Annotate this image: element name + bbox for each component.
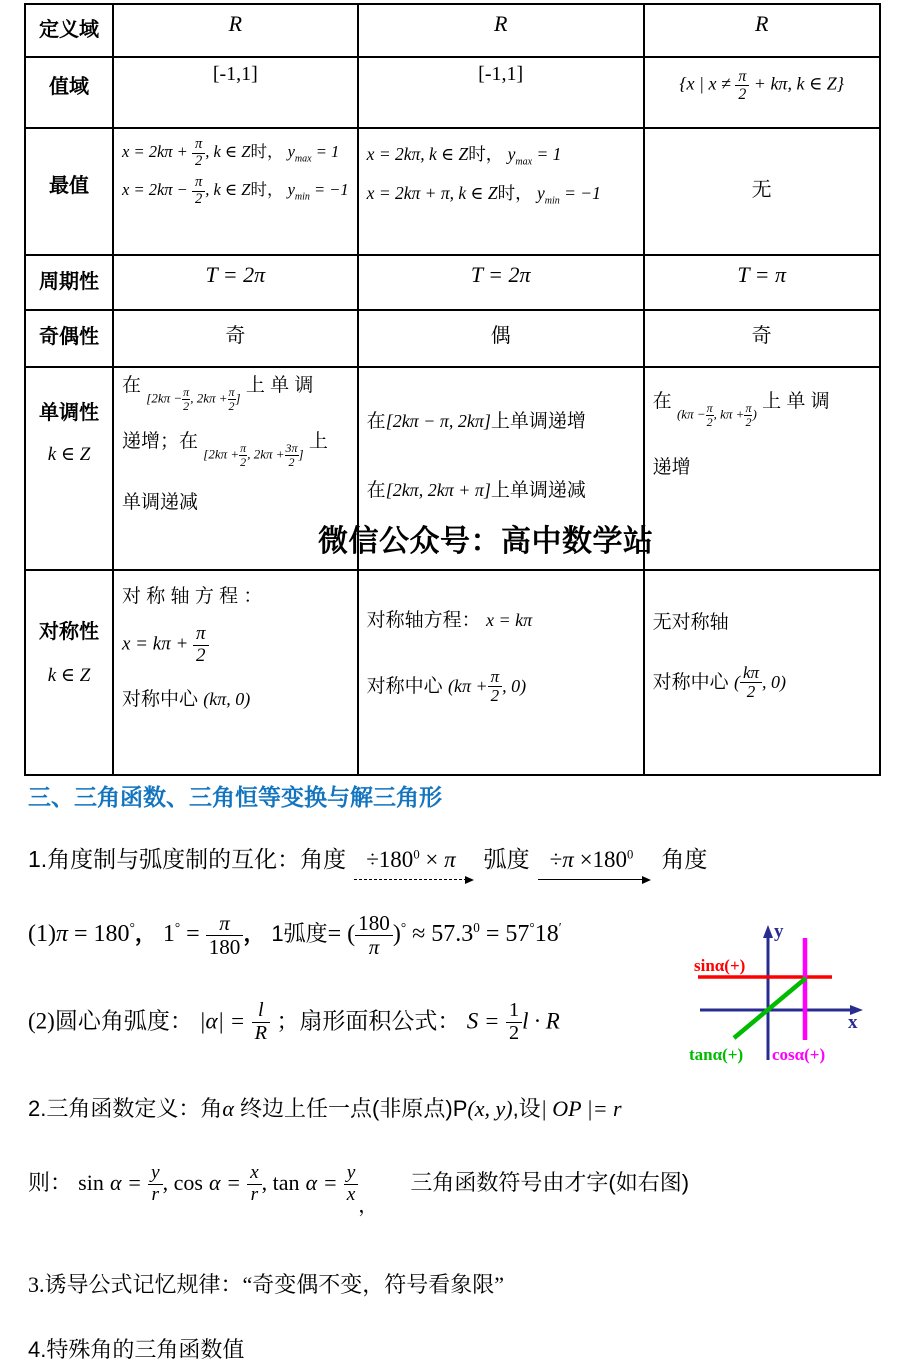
watermark: 微信公众号：高中数学站: [318, 525, 654, 558]
frag: 奇: [751, 325, 772, 347]
row-extremum: [25, 128, 880, 255]
row-domain: [25, 4, 880, 57]
fraction: [193, 624, 209, 666]
frag: R: [493, 11, 508, 36]
frag: r: [148, 1184, 163, 1206]
label: 奇偶性: [39, 326, 99, 348]
label-k-in-z: k ∈ Z: [47, 665, 91, 686]
fraction: [192, 175, 205, 207]
frag: ÷180: [366, 847, 414, 872]
extremum-sin-max: [114, 129, 357, 169]
row-label-extremum: [25, 128, 113, 255]
mono-tan-line1: [645, 368, 879, 428]
frag: = 1: [536, 144, 562, 164]
frag: π: [706, 400, 713, 415]
low-comma: ，: [358, 1195, 379, 1218]
frag: , 2kπ +: [190, 390, 228, 405]
sym-cos-axis: [359, 571, 643, 632]
fraction: [355, 912, 393, 959]
frag: °: [529, 919, 535, 935]
frag: 上单调递增: [490, 411, 586, 432]
fraction: [740, 664, 762, 702]
frag: π: [738, 68, 747, 85]
frag: π: [219, 911, 230, 935]
decrease-interval: [203, 442, 303, 469]
cell-symmetry-cos: [358, 570, 644, 775]
sin-positive-label: sinα(+): [694, 956, 746, 975]
trig-properties-table: [24, 3, 881, 776]
frag: x: [250, 1162, 259, 1183]
frag: x = 2kπ, k ∈ Z: [366, 144, 469, 164]
cell-symmetry-sin: [113, 570, 358, 775]
frag: , 2kπ +: [247, 446, 285, 462]
fraction: [488, 668, 503, 706]
frag: 上 单 调: [762, 391, 830, 412]
frag: 偶: [490, 325, 511, 347]
cell-period-cos: [358, 255, 644, 310]
frag: ′: [558, 919, 562, 935]
frag: 2: [193, 645, 209, 667]
frag: 上: [308, 431, 328, 453]
frag: 3.诱导公式记忆规律：“奇变偶不变，符号看象限”: [28, 1272, 505, 1297]
frag: [-1,1]: [212, 63, 258, 85]
frag: 在: [122, 375, 142, 396]
tan-positive-line: [734, 978, 806, 1038]
frag: π: [194, 174, 203, 191]
frag: y: [536, 182, 545, 203]
frag: 对称轴方程：: [366, 610, 481, 631]
label: 周期性: [39, 271, 99, 293]
cell-period-sin: [113, 255, 358, 310]
frag: min: [544, 195, 560, 206]
frag: min: [294, 191, 310, 203]
frag: 终边上任一点(非原点)P: [240, 1096, 468, 1121]
mono-sin-line3: 单调递减: [122, 491, 199, 513]
frag: 则：: [28, 1170, 73, 1196]
frag: π: [490, 667, 500, 686]
fraction: [706, 402, 714, 429]
frag: max: [294, 153, 312, 165]
row-period: [25, 255, 880, 310]
sign-diagram: [688, 920, 872, 1080]
frag: 3π: [285, 441, 298, 456]
fraction: [228, 386, 236, 413]
frag: [2kπ, 2kπ + π]: [385, 480, 491, 500]
induction-rule-line: [28, 1268, 504, 1299]
frag: 1: [508, 999, 520, 1021]
frag: 2: [745, 414, 752, 429]
pi-definition-line: [28, 912, 562, 959]
increase-interval: [677, 402, 757, 429]
frag: y: [507, 144, 516, 164]
frag: = −1: [314, 180, 349, 200]
trig-definition-line: [28, 1092, 622, 1123]
frag: ，: [243, 920, 266, 946]
cell-domain-sin: [113, 4, 358, 57]
frag: ): [392, 920, 401, 947]
frag: 在: [366, 411, 386, 432]
frag: ]: [298, 446, 304, 462]
frag: 1弧度: [271, 920, 328, 946]
frag: , tan: [261, 1170, 300, 1196]
label: 单调性: [39, 402, 99, 424]
frag: x = kπ: [485, 610, 533, 630]
frag: π: [55, 920, 69, 947]
frag: (1): [28, 920, 56, 947]
radian-formula-line: [28, 1000, 560, 1045]
frag: π: [183, 384, 190, 399]
row-label-parity: [25, 310, 113, 367]
frag: l: [257, 999, 264, 1021]
extremum-sin-min: [114, 169, 357, 207]
frag: [2kπ − π, 2kπ]: [385, 411, 491, 431]
extremum-cos-min: [359, 168, 643, 207]
frag: ，: [134, 920, 157, 946]
frag: (2): [28, 1008, 55, 1034]
row-range: [25, 57, 880, 128]
frag: [2kπ −: [146, 390, 183, 405]
label: 值域: [49, 76, 89, 98]
frag: 无: [751, 179, 772, 201]
cos-positive-label: cosα(+): [772, 1045, 826, 1064]
frag: 180: [206, 935, 244, 959]
frag: 对称中心: [122, 689, 199, 711]
frag: π: [228, 384, 235, 399]
frag: + kπ, k ∈ Z}: [753, 73, 844, 94]
frag: {x | x ≠: [679, 73, 731, 94]
fraction: [182, 386, 190, 413]
frag: [2kπ +: [203, 446, 240, 462]
frag: 对称中心: [366, 675, 443, 697]
frag: (kπ, 0): [203, 689, 251, 710]
increase-interval: [146, 386, 240, 413]
label: 对称性: [39, 621, 99, 643]
fraction: [252, 1000, 270, 1045]
frag: , k ∈ Z: [205, 180, 251, 200]
frag: 上单调递减: [490, 480, 586, 501]
frag: 时，: [468, 144, 504, 164]
conversion-line: [28, 841, 707, 880]
frag: 180: [358, 911, 390, 935]
frag: = 57: [485, 920, 530, 947]
sym-sin-axis-label: 对 称 轴 方 程 ：: [122, 586, 263, 607]
row-label-period: [25, 255, 113, 310]
fraction: [247, 1163, 262, 1206]
frag: 角度: [661, 846, 708, 872]
cell-monotonicity-tan: [644, 367, 880, 570]
special-angles-line: 4.特殊角的三角函数值: [28, 1337, 245, 1362]
cell-extremum-sin: [113, 128, 358, 255]
label: 最值: [49, 175, 89, 197]
frag: = (: [327, 920, 356, 947]
cell-domain-cos: [358, 4, 644, 57]
frag: r: [247, 1184, 262, 1206]
frag: kπ: [742, 663, 760, 682]
fraction: [148, 1163, 163, 1206]
frag: 时，: [250, 142, 284, 161]
frag: 时，: [497, 182, 533, 203]
frag: 2.三角函数定义：角: [28, 1096, 223, 1121]
frag: ×180: [579, 847, 628, 872]
frag: 弧度: [483, 846, 530, 872]
trig-ratios-line: [28, 1163, 689, 1218]
frag: (: [733, 671, 740, 692]
frag: 2: [192, 153, 205, 170]
frag: [-1,1]: [478, 63, 524, 85]
label: 定义域: [39, 19, 99, 41]
frag: y: [287, 180, 295, 200]
frag: 三角函数符号由才字(如右图): [410, 1170, 690, 1196]
frag: π: [196, 623, 206, 644]
frag: =: [186, 920, 200, 947]
frag: 2: [735, 85, 749, 103]
cell-parity-cos: [358, 310, 644, 367]
sym-cos-center: [359, 632, 643, 706]
frag: , k ∈ Z: [205, 141, 251, 161]
frag: (x, y): [467, 1096, 513, 1121]
frag: α =: [305, 1170, 338, 1196]
frag: 时，: [250, 181, 284, 200]
frag: ≈ 57.3: [412, 920, 474, 947]
row-parity: [25, 310, 880, 367]
cell-range-tan: [644, 57, 880, 128]
frag: °: [129, 919, 135, 935]
frag: α: [222, 1096, 234, 1121]
frag: T = π: [737, 262, 787, 287]
frag: π: [240, 441, 247, 456]
frag: α =: [109, 1170, 142, 1196]
frag: ×: [425, 847, 439, 872]
frag: 对称中心: [652, 671, 729, 693]
frag: x: [344, 1184, 359, 1206]
frag: x = 2kπ +: [122, 141, 188, 161]
deg-to-rad-arrow: [354, 847, 471, 880]
label-k-in-z: k ∈ Z: [47, 444, 91, 465]
frag: 递增；在: [122, 431, 199, 453]
frag: π: [194, 136, 203, 152]
frag: T = 2π: [470, 262, 531, 287]
frag: (kπ +: [447, 675, 488, 696]
frag: 奇: [225, 325, 246, 347]
fraction: [206, 912, 244, 959]
frag: S =: [466, 1008, 500, 1034]
frag: ；: [276, 1007, 300, 1034]
frag: 2: [192, 191, 205, 208]
frag: 2: [228, 398, 235, 413]
frag: 0: [627, 847, 634, 862]
cell-parity-sin: [113, 310, 358, 367]
frag: max: [515, 156, 533, 168]
cell-range-cos: [358, 57, 644, 128]
frag: π: [562, 847, 574, 872]
frag: 2: [183, 398, 190, 413]
frag: 2: [285, 455, 299, 469]
fraction: [344, 1163, 359, 1206]
frag: , 0): [502, 675, 527, 696]
frag: 2: [488, 686, 503, 705]
frag: 0: [473, 919, 480, 935]
mono-cos-line2: [359, 433, 643, 502]
frag: ): [752, 406, 757, 421]
frag: y: [346, 1162, 356, 1183]
frag: R: [228, 11, 243, 36]
frag: x = 2kπ + π, k ∈ Z: [366, 182, 498, 203]
cell-parity-tan: [644, 310, 880, 367]
section-title: 三、三角函数、三角恒等变换与解三角形: [28, 784, 442, 810]
fraction: [735, 68, 749, 103]
cell-range-sin: [113, 57, 358, 128]
frag: , kπ +: [713, 406, 745, 421]
row-label-monotonicity: [25, 367, 113, 570]
frag: T = 2π: [205, 262, 266, 287]
frag: (kπ −: [676, 406, 706, 421]
frag: 上 单 调: [245, 375, 314, 396]
frag: 1: [162, 920, 175, 947]
frag: ,设: [512, 1096, 541, 1121]
row-label-symmetry: [25, 570, 113, 775]
cell-symmetry-tan: [644, 570, 880, 775]
frag: = −1: [564, 182, 601, 203]
frag: ]: [235, 390, 241, 405]
frag: 2: [240, 454, 247, 469]
fraction: [192, 137, 205, 169]
frag: π: [355, 935, 393, 959]
frag: 0: [413, 847, 420, 862]
frag: 在: [366, 480, 386, 501]
row-symmetry: [25, 570, 880, 775]
frag: 18: [534, 920, 559, 947]
frag: 在: [652, 391, 672, 412]
frag: = 180: [74, 920, 130, 947]
mono-cos-line1: [359, 368, 643, 433]
frag: π: [745, 400, 752, 415]
fraction: [239, 442, 247, 469]
frag: 2: [740, 682, 762, 701]
frag: 圆心角弧度：: [54, 1007, 193, 1034]
row-label-domain: [25, 4, 113, 57]
y-axis-label: y: [774, 921, 784, 942]
sym-tan-no-axis: 无对称轴: [652, 612, 729, 633]
cell-extremum-cos: [358, 128, 644, 255]
frag: 2: [506, 1022, 522, 1045]
frag: R: [754, 11, 769, 36]
frag: y: [150, 1162, 160, 1183]
frag: 1.角度制与弧度制的互化：角度: [28, 846, 347, 872]
cell-domain-tan: [644, 4, 880, 57]
cell-period-tan: [644, 255, 880, 310]
rad-to-deg-arrow: [538, 847, 650, 880]
sym-sin-axis-eq: [114, 608, 357, 666]
frag: , cos: [162, 1170, 203, 1196]
frag: π: [444, 847, 456, 872]
x-axis-label: x: [848, 1012, 858, 1033]
fraction: [506, 1000, 522, 1045]
frag: x = 2kπ −: [122, 180, 188, 200]
frag: = 1: [315, 141, 340, 161]
sym-tan-center: [645, 634, 879, 702]
frag: R: [252, 1022, 270, 1045]
frag: °: [174, 919, 181, 935]
sym-sin-center: [114, 666, 357, 711]
extremum-cos-max: [359, 129, 643, 168]
frag: | OP |= r: [540, 1096, 622, 1121]
mono-sin-line2: [114, 412, 357, 468]
mono-tan-line2: 递增: [652, 457, 691, 479]
frag: , 0): [762, 671, 787, 692]
frag: 扇形面积公式：: [299, 1007, 461, 1034]
frag: 2: [706, 414, 713, 429]
frag: y: [287, 141, 295, 161]
frag: °: [400, 919, 407, 935]
fraction: [285, 442, 299, 469]
frag: |α| =: [199, 1008, 246, 1034]
cell-extremum-tan: [644, 128, 880, 255]
frag: x = kπ +: [122, 633, 189, 655]
y-axis-arrow-icon: [763, 925, 773, 938]
tan-positive-label: tanα(+): [689, 1045, 744, 1064]
mono-sin-line1: [114, 368, 357, 412]
frag: l · R: [522, 1008, 560, 1034]
row-label-range: [25, 57, 113, 128]
frag: α =: [209, 1170, 241, 1196]
frag: sin: [78, 1170, 104, 1196]
frag: ÷: [549, 847, 563, 872]
